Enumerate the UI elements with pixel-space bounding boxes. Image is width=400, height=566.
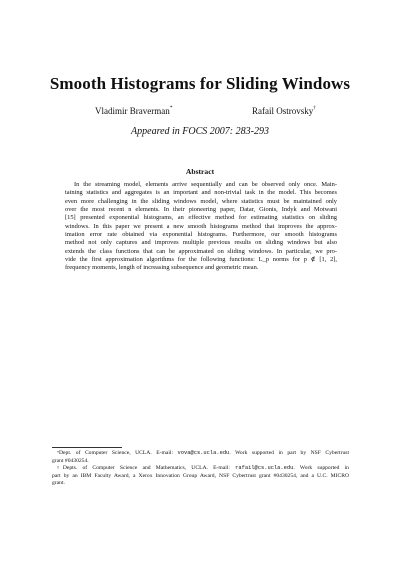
abstract-line: taining statistics and aggregates is an important and non-trivial task in the model. This becomes — [65, 189, 337, 197]
abstract-text — [65, 181, 337, 273]
footnote-divider — [52, 447, 122, 448]
footnote-mark: † — [313, 105, 316, 111]
footnote-mark: * — [57, 450, 59, 455]
abstract-line: method not only captures and improves multiple previous results on sliding windows but also — [65, 239, 337, 247]
author-ostrovsky — [252, 106, 316, 116]
footnote-2-line-2: part by an IBM Faculty Award, a Xerox Innovation Group Award, NSF Cybertrust grant #0430254, and a U.C. MICRO — [52, 472, 349, 479]
footnote-2-text: Depts. of Computer Science and Mathematics, UCLA. E-mail: — [62, 465, 236, 472]
footnote-1-text-after: . Work supported in part by NSF Cybertrust — [229, 450, 349, 456]
footnotes — [52, 450, 349, 488]
footnote-2-line-1 — [52, 465, 349, 473]
paper-title: Smooth Histograms for Sliding Windows — [49, 74, 351, 93]
author-name: Rafail Ostrovsky — [252, 106, 314, 116]
abstract-line: over the most recent n elements. In their pioneering paper, Datar, Gionis, Indyk and Motwani — [65, 206, 337, 214]
footnote-2-text-after: . Work supported in — [293, 465, 349, 472]
abstract-line: imation error rate obtained via exponential histograms. Furthermore, our smooth histograms — [65, 231, 337, 239]
abstract-line: frequency moments, length of increasing subsequence and geometric mean. — [65, 264, 259, 272]
footnote-1-text: Dept. of Computer Science, UCLA. E-mail: — [59, 450, 178, 456]
abstract-line: extends the class functions that can be approximated on sliding windows. In particular, we pro- — [65, 247, 337, 255]
footnote-1-line-2: grant #0430254. — [52, 457, 89, 464]
abstract-line: even more challenging in the sliding windows model, where statistics must be maintained only — [65, 197, 337, 205]
email-link[interactable]: rafail@cs.ucla.edu — [235, 465, 294, 472]
abstract-line: In the streaming model, elements arrive sequentially and can be observed only once. Main- — [74, 181, 337, 188]
footnote-mark: † — [57, 465, 63, 471]
author-list — [0, 106, 400, 120]
abstract-line: [15] presented exponential histograms, an effective method for estimating statistics on sliding — [65, 214, 337, 222]
footnote-mark: * — [169, 105, 173, 111]
abstract-heading: Abstract — [185, 167, 215, 176]
abstract-line: vide the first approximation algorithms for the following functions: L_p norms for p ∉ [1, 2], — [65, 256, 337, 264]
venue-note: Appeared in FOCS 2007: 283-293 — [131, 126, 269, 137]
abstract-line: windows. In this paper we present a new smooth histograms method that improves the approx- — [65, 222, 337, 230]
author-braverman — [95, 106, 172, 116]
footnote-1-line-1 — [52, 450, 349, 458]
author-name: Vladimir Braverman — [95, 106, 170, 116]
email-link[interactable]: vova@cs.ucla.edu — [177, 450, 230, 456]
footnote-2-line-3: grant. — [52, 480, 65, 487]
